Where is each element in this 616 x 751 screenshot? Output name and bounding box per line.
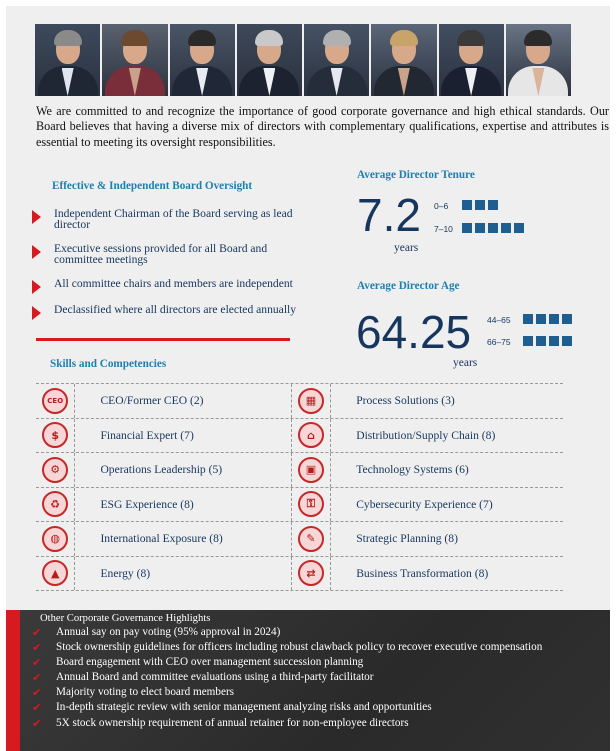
age-range-row xyxy=(487,336,575,348)
skill-row xyxy=(36,453,563,488)
skill-label: Operations Leadership (5) xyxy=(75,453,291,487)
range-label: 44–65 xyxy=(487,315,511,325)
oversight-item-text: All committee chairs and members are independent xyxy=(54,277,293,290)
check-icon: ✔ xyxy=(32,686,42,700)
skill-icon-cell xyxy=(292,453,331,487)
skill-label: Business Transformation (8) xyxy=(356,566,489,580)
director-photo xyxy=(371,24,436,96)
director-photos xyxy=(35,24,571,96)
highlights-title: Other Corporate Governance Highlights xyxy=(40,613,211,624)
range-square xyxy=(462,200,472,210)
skill-icon-cell xyxy=(36,522,75,556)
skill-row xyxy=(36,522,563,557)
oil-rig-icon: ▲ xyxy=(42,560,68,586)
highlight-text: Majority voting to elect board members xyxy=(56,686,235,699)
range-squares xyxy=(523,336,575,348)
range-squares xyxy=(523,314,575,326)
factory-icon: ▦ xyxy=(298,388,324,414)
lock-icon: ⚿ xyxy=(298,491,324,517)
check-icon: ✔ xyxy=(32,656,42,670)
range-label: 7–10 xyxy=(434,224,453,234)
highlight-text: Annual say on pay voting (95% approval in 2024) xyxy=(56,626,281,638)
skill-icon-cell xyxy=(36,488,75,522)
skill-icon-cell xyxy=(292,557,331,591)
skill-icon-cell xyxy=(36,384,75,418)
check-icon: ✔ xyxy=(32,641,42,655)
skill-row xyxy=(36,419,563,454)
dollar-icon: $ xyxy=(42,422,68,448)
director-photo xyxy=(506,24,571,96)
red-arrow-icon xyxy=(32,280,41,294)
range-square xyxy=(549,314,559,324)
tenure-value: 7.2 xyxy=(357,189,421,241)
age-unit: years xyxy=(453,357,478,369)
skill-icon-cell xyxy=(36,453,75,487)
skill-label: Distribution/Supply Chain (8) xyxy=(356,428,496,442)
range-square xyxy=(562,314,572,324)
skill-icon-cell xyxy=(36,557,75,591)
red-arrow-icon xyxy=(32,210,41,224)
range-square xyxy=(514,223,524,233)
skill-label: Strategic Planning (8) xyxy=(356,532,458,546)
range-square xyxy=(488,200,498,210)
range-square xyxy=(536,336,546,346)
skill-row xyxy=(36,557,563,592)
tenure-unit: years xyxy=(394,242,419,254)
check-icon: ✔ xyxy=(32,716,42,730)
oversight-item-text: Declassified where all directors are elected annually xyxy=(54,303,297,316)
tenure-title: Average Director Tenure xyxy=(357,169,475,181)
skill-label: Technology Systems (6) xyxy=(356,463,469,477)
range-square xyxy=(475,223,485,233)
gears-icon: ⚙ xyxy=(42,457,68,483)
director-photo xyxy=(170,24,235,96)
director-photo xyxy=(439,24,504,96)
oversight-title: Effective & Independent Board Oversight xyxy=(52,180,253,192)
range-square xyxy=(523,314,533,324)
skill-label: Process Solutions (3) xyxy=(356,394,455,408)
oversight-item-text: Executive sessions provided for all Board and committee meetings xyxy=(54,242,268,266)
age-title: Average Director Age xyxy=(357,280,460,292)
globe-icon: ◍ xyxy=(42,526,68,552)
director-photo xyxy=(304,24,369,96)
highlight-text: In-depth strategic review with senior management analyzing risks and opportunities xyxy=(56,701,432,714)
skill-icon-cell xyxy=(292,488,331,522)
skill-label: CEO/Former CEO (2) xyxy=(75,384,291,418)
check-icon: ✔ xyxy=(32,671,42,685)
skill-icon-cell xyxy=(292,522,331,556)
range-square xyxy=(523,336,533,346)
skill-label: Cybersecurity Experience (7) xyxy=(356,497,493,511)
red-arrow-icon xyxy=(32,306,41,320)
check-icon: ✔ xyxy=(32,626,42,639)
range-square xyxy=(562,336,572,346)
range-square xyxy=(536,314,546,324)
skill-label: Energy (8) xyxy=(75,557,291,591)
skill-icon-cell xyxy=(36,419,75,453)
highlight-text: Stock ownership guidelines for officers including robust clawback policy to recover executive compensation xyxy=(56,641,543,654)
red-band xyxy=(6,610,20,751)
chip-icon: ▣ xyxy=(298,457,324,483)
director-photo xyxy=(102,24,167,96)
red-arrow-icon xyxy=(32,245,41,259)
highlight-text: Annual Board and committee evaluations using a third-party facilitator xyxy=(56,671,374,684)
range-label: 66–75 xyxy=(487,337,511,347)
skill-icon-cell xyxy=(292,384,331,418)
range-squares xyxy=(462,200,501,212)
skill-label: International Exposure (8) xyxy=(75,522,291,556)
handshake-icon: ⇄ xyxy=(298,560,324,586)
highlights-panel xyxy=(20,610,610,751)
age-value: 64.25 xyxy=(356,306,472,358)
tenure-range-row xyxy=(434,223,527,235)
skills-title: Skills and Competencies xyxy=(50,358,167,370)
warehouse-icon: ⌂ xyxy=(298,422,324,448)
skill-row xyxy=(36,384,563,419)
age-range-row xyxy=(487,314,575,326)
range-square xyxy=(488,223,498,233)
director-photo xyxy=(237,24,302,96)
intro-paragraph: We are committed to and recognize the importance of good corporate governance and high ethical standards. Our Board believes that having a diverse mix of directors with complementary qualifications, expertise and attributes is essential to meeting its oversight responsibilities. xyxy=(36,104,609,149)
range-squares xyxy=(462,223,527,235)
skill-label: ESG Experience (8) xyxy=(75,488,291,522)
skill-row xyxy=(36,488,563,523)
check-icon: ✔ xyxy=(32,701,42,715)
range-square xyxy=(462,223,472,233)
range-square xyxy=(501,223,511,233)
range-label: 0–6 xyxy=(434,201,449,211)
range-square xyxy=(475,200,485,210)
director-photo xyxy=(35,24,100,96)
recycle-icon: ♻ xyxy=(42,491,68,517)
skill-label: Financial Expert (7) xyxy=(75,419,291,453)
oversight-item-text: Independent Chairman of the Board serving as lead director xyxy=(54,207,293,231)
highlight-text: Board engagement with CEO over management succession planning xyxy=(56,656,364,669)
divider xyxy=(36,338,290,341)
tenure-range-row xyxy=(434,200,501,212)
range-square xyxy=(549,336,559,346)
highlight-text: 5X stock ownership requirement of annual retainer for non-employee directors xyxy=(56,716,409,729)
clipboard-icon: ✎ xyxy=(298,526,324,552)
skill-icon-cell xyxy=(292,419,331,453)
skills-table xyxy=(36,383,563,591)
ceo-icon: CEO xyxy=(42,388,68,414)
